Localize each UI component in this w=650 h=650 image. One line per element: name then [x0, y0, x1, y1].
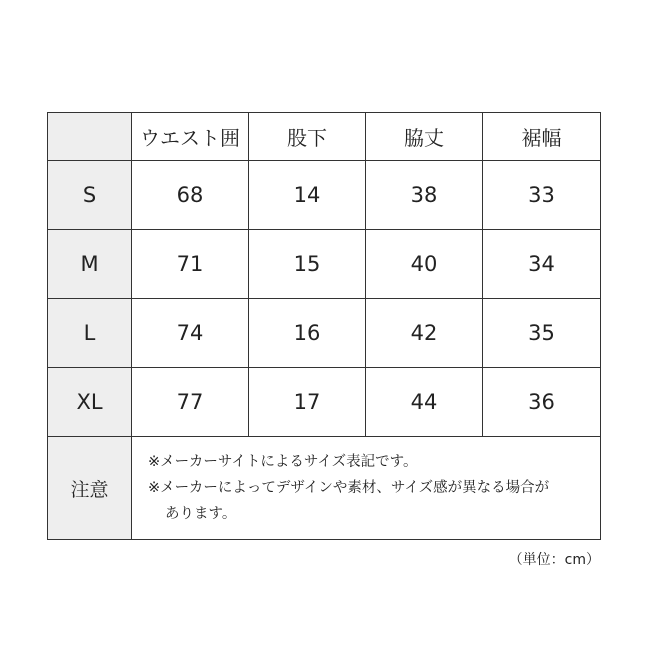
header-row — [48, 113, 601, 161]
column-header-side-length: 脇丈 — [366, 113, 483, 161]
notes-row — [48, 437, 601, 540]
table-cell-inseam: 17 — [249, 368, 366, 437]
notes-text — [132, 437, 601, 540]
table-cell-side-length: 44 — [366, 368, 483, 437]
row-header-size: S — [48, 161, 132, 230]
table-cell-waist: 77 — [132, 368, 249, 437]
table-row-s — [48, 161, 601, 230]
table-row-xl — [48, 368, 601, 437]
column-header-inseam: 股下 — [249, 113, 366, 161]
table-cell-inseam: 16 — [249, 299, 366, 368]
table-cell-side-length: 38 — [366, 161, 483, 230]
size-chart-table — [47, 112, 601, 540]
table-cell-hem-width: 35 — [483, 299, 601, 368]
row-header-size: L — [48, 299, 132, 368]
table-cell-hem-width: 33 — [483, 161, 601, 230]
table-cell-inseam: 15 — [249, 230, 366, 299]
note-line-3: あります。 — [165, 506, 237, 522]
table-cell-side-length: 42 — [366, 299, 483, 368]
table-cell-waist: 68 — [132, 161, 249, 230]
table-row-l — [48, 299, 601, 368]
notes-label: 注意 — [48, 437, 132, 540]
row-header-size: XL — [48, 368, 132, 437]
table-cell-hem-width: 36 — [483, 368, 601, 437]
unit-label: （単位：cm） — [508, 552, 600, 568]
corner-cell — [48, 113, 132, 161]
table-cell-waist: 71 — [132, 230, 249, 299]
column-header-waist: ウエスト囲 — [132, 113, 249, 161]
table-cell-side-length: 40 — [366, 230, 483, 299]
table-cell-waist: 74 — [132, 299, 249, 368]
column-header-hem-width: 裾幅 — [483, 113, 601, 161]
row-header-size: M — [48, 230, 132, 299]
note-line-1: ※メーカーサイトによるサイズ表記です。 — [148, 454, 418, 470]
table-cell-hem-width: 34 — [483, 230, 601, 299]
note-line-2: ※メーカーによってデザインや素材、サイズ感が異なる場合が — [148, 480, 550, 496]
table-cell-inseam: 14 — [249, 161, 366, 230]
table-row-m — [48, 230, 601, 299]
